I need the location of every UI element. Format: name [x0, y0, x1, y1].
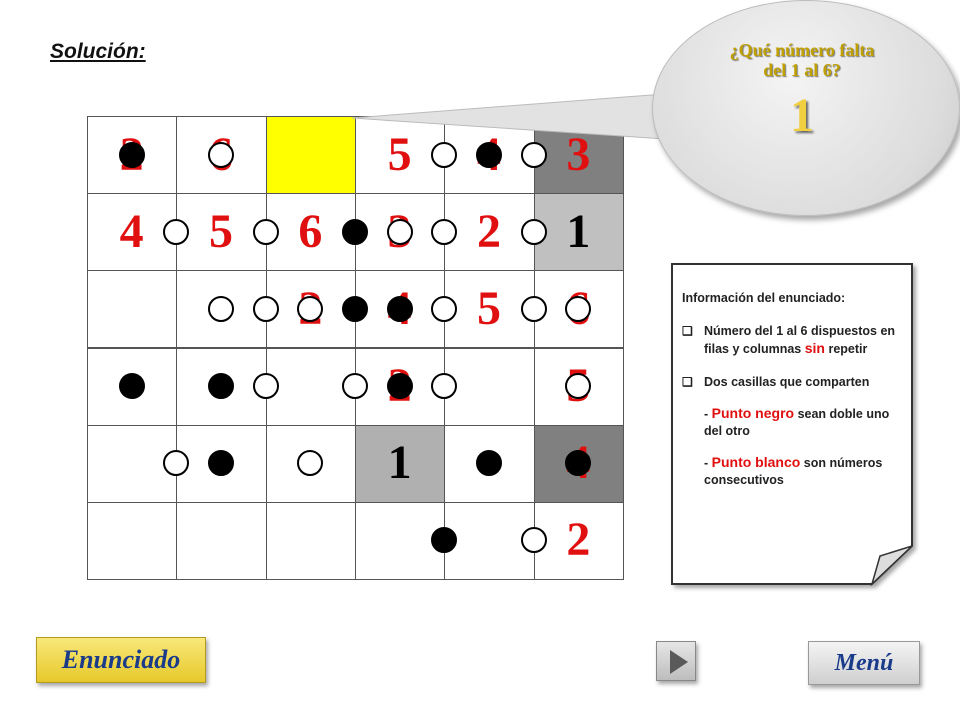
- cell-number: 1: [387, 436, 412, 490]
- hint-answer: 1: [790, 89, 814, 142]
- info-bullet-2-text: Dos casillas que comparten: [704, 375, 870, 389]
- cell-number: 5: [477, 281, 501, 335]
- hint-line-1: ¿Qué número falta: [729, 40, 875, 60]
- info-white-em: Punto blanco: [711, 454, 801, 470]
- cell-number: 6: [298, 204, 323, 258]
- info-bullet-1-text: Número del 1 al 6 dispuestos en filas y columnas: [704, 324, 896, 356]
- info-bullet-1-end: repetir: [828, 342, 868, 356]
- cell-number: 2: [566, 513, 591, 567]
- enunciado-button[interactable]: Enunciado: [36, 637, 206, 683]
- cell-number: 1: [566, 204, 591, 258]
- info-heading: Información del enunciado:: [682, 291, 846, 305]
- info-white-rest: son números consecutivos: [704, 456, 883, 487]
- cell-number: 3: [566, 127, 591, 181]
- menu-button[interactable]: Menú: [808, 641, 920, 685]
- info-black-rule: - Punto negro sean doble uno del otro: [704, 405, 890, 438]
- cell-number: 5: [209, 204, 233, 258]
- checkbox-bullet-icon: ❑: [682, 324, 693, 338]
- info-bullet-1: [682, 323, 904, 358]
- info-black-em: Punto negro: [711, 405, 795, 421]
- next-button[interactable]: [656, 641, 696, 681]
- cell-number: 5: [387, 127, 412, 181]
- cell-number: 2: [477, 204, 501, 258]
- info-bullet-1-em: sin: [804, 340, 825, 356]
- info-black-rest: sean doble uno del otro: [704, 407, 890, 438]
- cell-number: 4: [119, 204, 144, 258]
- info-content: [682, 290, 904, 489]
- solution-title: Solución:: [50, 40, 146, 63]
- hint-line-2: del 1 al 6?: [763, 60, 841, 80]
- checkbox-bullet-icon: ❑: [682, 375, 693, 389]
- info-white-rule: - Punto blanco son números consecutivos: [704, 454, 883, 487]
- info-bullet-2: [682, 374, 904, 489]
- play-triangle-icon: [657, 642, 697, 682]
